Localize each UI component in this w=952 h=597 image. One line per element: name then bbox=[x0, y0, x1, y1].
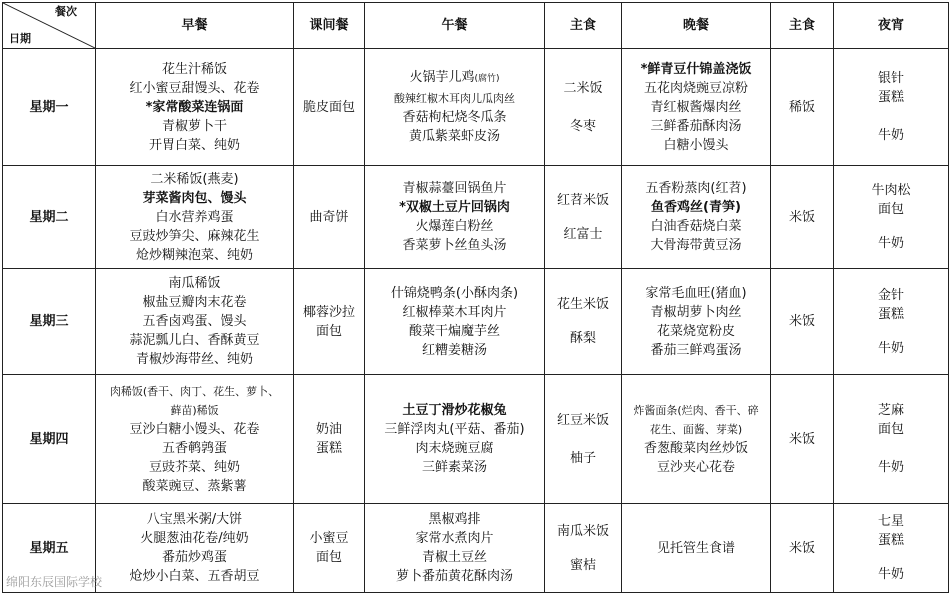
night-item: 牛奶 bbox=[877, 340, 904, 356]
snack-cell bbox=[294, 504, 365, 593]
corner-meal-label: 餐次 bbox=[55, 5, 77, 18]
school-watermark: 绵阳东辰国际学校 bbox=[6, 575, 103, 589]
staple-fruit: 酥梨 bbox=[569, 331, 596, 346]
spacer bbox=[836, 219, 946, 234]
header-dinner: 晚餐 bbox=[622, 3, 771, 49]
header-staple-dinner: 主食 bbox=[771, 3, 834, 49]
lunch-cell bbox=[365, 49, 545, 166]
menu-item bbox=[367, 68, 542, 89]
staple-lunch-cell bbox=[545, 375, 622, 504]
menu-item: 豆豉炒笋尖、麻辣花生 bbox=[129, 228, 260, 244]
night-item: 牛肉松 bbox=[871, 183, 911, 198]
dinner-cell bbox=[622, 269, 771, 375]
menu-item: 三鲜浮肉丸(平菇、番茄) bbox=[384, 422, 525, 437]
lunch-cell bbox=[365, 269, 545, 375]
menu-item: 青椒蒜薹回锅鱼片 bbox=[402, 181, 507, 196]
menu-item: 什锦烧鸭条(小酥肉条) bbox=[390, 285, 519, 301]
snack-cell: 曲奇饼 bbox=[294, 166, 365, 269]
menu-item: 鱼香鸡丝(青笋) bbox=[651, 200, 741, 215]
menu-item: 香葱酸菜肉丝炒饭 bbox=[643, 441, 748, 456]
night-snack-cell bbox=[834, 375, 949, 504]
menu-item: 蒜泥瓢儿白、香酥黄豆 bbox=[129, 333, 260, 348]
staple-fruit: 蜜桔 bbox=[569, 557, 596, 573]
menu-item: 八宝黑米粥/大饼 bbox=[146, 512, 243, 527]
menu-item: 酸菜豌豆、蒸紫薯 bbox=[142, 479, 247, 494]
spacer bbox=[836, 550, 946, 565]
dinner-cell bbox=[622, 375, 771, 504]
staple-dinner-cell: 米饭 bbox=[771, 269, 834, 375]
night-item: 牛奶 bbox=[877, 236, 904, 251]
menu-item: 花菜烧宽粉皮 bbox=[656, 323, 735, 339]
menu-item: 青椒萝卜干 bbox=[161, 118, 227, 134]
night-item: 牛奶 bbox=[877, 567, 904, 582]
staple-fruit: 柚子 bbox=[569, 450, 596, 466]
night-item: 牛奶 bbox=[877, 128, 904, 143]
staple-fruit: 冬枣 bbox=[569, 118, 596, 134]
menu-item: 黄瓜紫菜虾皮汤 bbox=[408, 129, 500, 144]
menu-item: 五花肉烧豌豆凉粉 bbox=[643, 80, 748, 96]
menu-item: 红糟姜糖汤 bbox=[421, 342, 487, 358]
menu-item: 开胃白菜、纯奶 bbox=[148, 137, 240, 153]
header-row bbox=[3, 3, 949, 49]
menu-item: 白糖小馒头 bbox=[663, 137, 729, 153]
staple-lunch-cell bbox=[545, 49, 622, 166]
menu-item: 椒盐豆瓣肉末花卷 bbox=[142, 295, 247, 310]
spacer bbox=[547, 541, 619, 556]
menu-item: *双椒土豆片回锅肉 bbox=[399, 200, 510, 215]
staple-dinner-cell: 米饭 bbox=[771, 375, 834, 504]
menu-item: 青椒炒海带丝、纯奶 bbox=[135, 352, 253, 367]
menu-item: 黑椒鸡排 bbox=[428, 512, 481, 527]
staple-rice: 花生米饭 bbox=[556, 297, 609, 312]
menu-item: 炸酱面条(烂肉、香干、碎 bbox=[633, 404, 759, 417]
snack-cell bbox=[294, 375, 365, 504]
night-snack-cell bbox=[834, 504, 949, 593]
breakfast-cell bbox=[96, 375, 294, 504]
menu-item: 豆豉芥菜、纯奶 bbox=[148, 460, 240, 475]
menu-item: 芽菜酱肉包、馒头 bbox=[142, 190, 247, 206]
menu-item: 肉稀饭(香干、肉丁、花生、萝卜、 bbox=[109, 385, 280, 398]
snack-line: 面包 bbox=[315, 323, 342, 339]
menu-item: 大骨海带黄豆汤 bbox=[650, 238, 742, 253]
menu-item: 家常水煮肉片 bbox=[415, 531, 494, 546]
header-lunch: 午餐 bbox=[365, 3, 545, 49]
spacer bbox=[836, 107, 946, 126]
menu-item: 炝炒糊辣泡菜、纯奶 bbox=[135, 247, 253, 263]
lunch-cell bbox=[365, 504, 545, 593]
menu-item: 南瓜稀饭 bbox=[168, 276, 221, 291]
snack-line: 面包 bbox=[315, 550, 342, 565]
header-breakfast: 早餐 bbox=[96, 3, 294, 49]
spacer bbox=[836, 439, 946, 458]
spacer bbox=[836, 324, 946, 339]
header-staple-lunch: 主食 bbox=[545, 3, 622, 49]
menu-item: 白油香菇烧白菜 bbox=[650, 219, 742, 234]
night-snack-cell bbox=[834, 166, 949, 269]
menu-item: 三鲜素菜汤 bbox=[421, 460, 487, 475]
menu-item: 酸辣红椒木耳肉儿瓜肉丝 bbox=[394, 92, 515, 105]
menu-item: 酸菜干煸魔芋丝 bbox=[408, 323, 500, 339]
staple-rice: 二米饭 bbox=[563, 80, 603, 96]
menu-item: 红小蜜豆甜馒头、花卷 bbox=[129, 80, 260, 96]
staple-lunch-cell bbox=[545, 166, 622, 269]
header-snack: 课间餐 bbox=[294, 3, 365, 49]
menu-item: 红椒棒菜木耳肉片 bbox=[402, 304, 507, 320]
day-label: 星期三 bbox=[3, 269, 96, 375]
menu-item: 豆沙白糖小馒头、花卷 bbox=[129, 422, 260, 437]
snack-line: 小蜜豆 bbox=[309, 531, 349, 546]
menu-item: 番茄三鲜鸡蛋汤 bbox=[650, 342, 742, 358]
menu-item: 土豆丁滑炒花椒兔 bbox=[402, 403, 507, 418]
lunch-cell bbox=[365, 375, 545, 504]
menu-item: 番茄炒鸡蛋 bbox=[161, 550, 227, 565]
dinner-cell bbox=[622, 49, 771, 166]
spacer bbox=[547, 98, 619, 117]
day-row-monday bbox=[3, 49, 949, 166]
day-row-thursday bbox=[3, 375, 949, 504]
menu-item: 火爆莲白粉丝 bbox=[415, 219, 494, 234]
night-snack-cell bbox=[834, 269, 949, 375]
night-item: 蛋糕 bbox=[877, 90, 904, 105]
spacer bbox=[547, 430, 619, 449]
menu-item: *鲜青豆什锦盖浇饭 bbox=[640, 61, 752, 77]
dinner-cell bbox=[622, 166, 771, 269]
snack-line: 奶油 bbox=[315, 422, 342, 437]
day-label: 星期一 bbox=[3, 49, 96, 166]
corner-header-cell bbox=[3, 3, 96, 49]
snack-cell bbox=[294, 269, 365, 375]
menu-item: 花生、面酱、芽菜) bbox=[649, 423, 743, 436]
day-label: 星期五 bbox=[3, 504, 96, 593]
menu-item: 青椒胡萝卜肉丝 bbox=[650, 304, 742, 320]
night-item: 蛋糕 bbox=[877, 533, 904, 548]
menu-item: 花生汁稀饭 bbox=[161, 61, 227, 77]
menu-item: 二米稀饭(燕麦) bbox=[150, 171, 239, 187]
spacer bbox=[547, 314, 619, 329]
breakfast-cell bbox=[96, 166, 294, 269]
menu-item: 家常毛血旺(猪血) bbox=[645, 285, 747, 301]
staple-dinner-cell: 米饭 bbox=[771, 504, 834, 593]
staple-fruit: 红富士 bbox=[563, 226, 603, 242]
snack-line: 蛋糕 bbox=[315, 441, 342, 456]
day-row-tuesday bbox=[3, 166, 949, 269]
day-row-wednesday bbox=[3, 269, 949, 375]
weekly-menu-table bbox=[2, 2, 949, 593]
dinner-cell: 见托管生食谱 bbox=[622, 504, 771, 593]
snack-cell: 脆皮面包 bbox=[294, 49, 365, 166]
staple-lunch-cell bbox=[545, 504, 622, 593]
menu-item: 五香粉蒸肉(红苕) bbox=[645, 181, 747, 196]
night-item: 面包 bbox=[877, 202, 904, 217]
menu-item-main: 火锅芋儿鸡 bbox=[409, 70, 475, 85]
menu-item: 五香鹌鹑蛋 bbox=[161, 441, 227, 456]
night-snack-cell bbox=[834, 49, 949, 166]
menu-item: 香菜萝卜丝鱼头汤 bbox=[402, 238, 507, 253]
night-item: 蛋糕 bbox=[877, 306, 904, 322]
menu-item: 萝卜番茄黄花酥肉汤 bbox=[395, 569, 513, 584]
breakfast-cell bbox=[96, 49, 294, 166]
day-row-friday bbox=[3, 504, 949, 593]
night-item: 牛奶 bbox=[877, 460, 904, 475]
spacer bbox=[547, 210, 619, 225]
corner-date-label: 日期 bbox=[9, 32, 31, 45]
night-item: 银针 bbox=[877, 71, 904, 86]
staple-dinner-cell: 米饭 bbox=[771, 166, 834, 269]
day-label: 星期二 bbox=[3, 166, 96, 269]
staple-lunch-cell bbox=[545, 269, 622, 375]
staple-rice: 红豆米饭 bbox=[556, 412, 609, 428]
snack-line: 椰蓉沙拉 bbox=[302, 304, 355, 320]
staple-rice: 南瓜米饭 bbox=[556, 523, 609, 539]
menu-item: 肉末烧豌豆腐 bbox=[415, 441, 494, 456]
night-item: 七星 bbox=[877, 514, 904, 529]
menu-item: 三鲜番茄酥肉汤 bbox=[650, 118, 742, 134]
menu-item: 豆沙夹心花卷 bbox=[656, 460, 735, 475]
night-item: 金针 bbox=[877, 287, 904, 303]
lunch-cell bbox=[365, 166, 545, 269]
staple-dinner-cell: 稀饭 bbox=[771, 49, 834, 166]
header-night-snack: 夜宵 bbox=[834, 3, 949, 49]
night-item: 芝麻 bbox=[877, 403, 904, 418]
breakfast-cell bbox=[96, 269, 294, 375]
menu-item-note: (腐竹) bbox=[474, 74, 500, 84]
menu-item: 白水营养鸡蛋 bbox=[155, 209, 234, 225]
breakfast-cell bbox=[96, 504, 294, 593]
menu-item: 青红椒酱爆肉丝 bbox=[650, 99, 742, 115]
staple-rice: 红苕米饭 bbox=[556, 192, 609, 208]
menu-item: 火腿葱油花卷/纯奶 bbox=[140, 531, 249, 546]
menu-item: 藓苗)稀饭 bbox=[170, 404, 219, 417]
day-label: 星期四 bbox=[3, 375, 96, 504]
menu-item: 香菇枸杞烧冬瓜条 bbox=[402, 110, 507, 125]
menu-item: 五香卤鸡蛋、馒头 bbox=[142, 314, 247, 329]
menu-item: 青椒土豆丝 bbox=[421, 550, 487, 565]
menu-item: 炝炒小白菜、五香胡豆 bbox=[129, 569, 260, 584]
night-item: 面包 bbox=[877, 422, 904, 437]
menu-item: *家常酸菜连锅面 bbox=[145, 99, 244, 115]
